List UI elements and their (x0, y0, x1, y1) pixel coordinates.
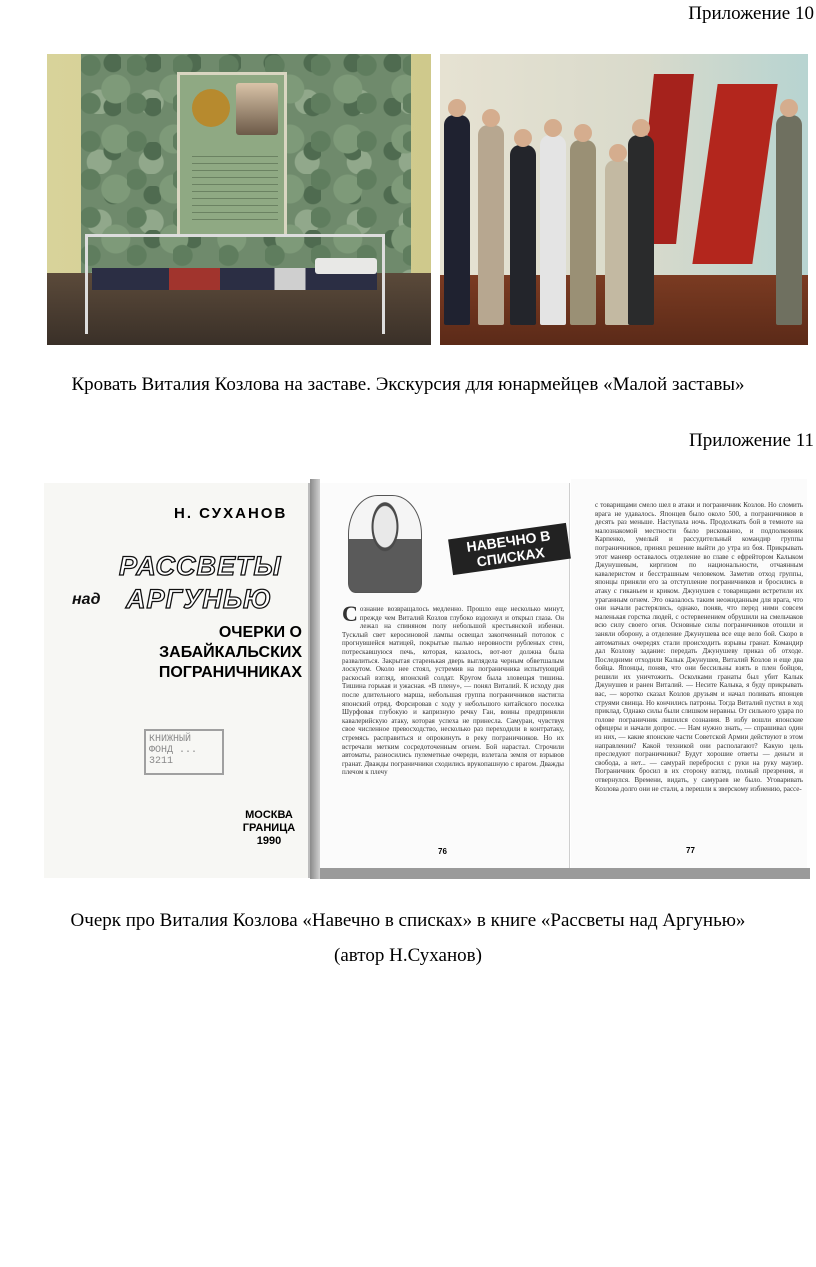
book-subtitle: ОЧЕРКИ О ЗАБАЙКАЛЬСКИХ ПОГРАНИЧНИКАХ (158, 624, 302, 681)
memorial-plaque (177, 72, 287, 237)
caption-bed-excursion: Кровать Виталия Козлова на заставе. Экскурсия для юнармейцев «Малой заставы» (71, 374, 745, 395)
bed-photo (47, 54, 431, 345)
page-right-text: с товарищами смело шел в атаки и пограничник Козлов. Но сломить врага не удавалось. Японцев было около 500, а пограничников в десять раз меньше. Наступала ночь. Продолжать бой в темноте на малознакомой местности было рискованно, и подполковник Карпенко, умелый и рассудительный командир группы пограничников, принял решение выйти до утра из боя. Прикрывать этот маневр оставалось отделение во главе с ефрейтором Калыком Джунушевым, киргизом по национальности, отчаянным кавалеристом и бесстрашным человеком. Заметив отход группы, японцы приняли его за отступление пограничников и бросились в атаку с гиканьем и криком. Джунушев с товарищами встретили их ураганным огнем. Это оказалось таким неожиданным для врага, что они начали растерялись, однако, поняв, что перед ними совсем маленькая горстка людей, с остервенением обрушили на смельчаков всю силу своего огня. Основные силы пограничников отошли и заняли оборону, а отделение Джунушева все еще вело бой. Скоро в автоматных очередях стали происходить взрывы гранат. Командир дал Козлову задание: передать Джунушеву приказ об отходе. Последними отходили Калык Джунушев, Виталий Козлов и еще два бойца. Японцы, поняв, что они бессильны взять в плен бойцов, решили их уничтожить. Осколками гранаты был убит Калык Джунушев и ранен Виталий. — Несите Калыка, я буду прикрывать вас, — коротко сказал Козлов друзьям и начал поливать японцев струями свинца. Но кончились патроны. Тогда Виталий пустил в ход приклад. Однако силы были слишком неравны. От сильного удара по голове пограничник лишился сознания. В избу вошли японские офицеры и начали допрос. — Нам нужно знать, — спрашивал один из них, — какие японские части Советской Армии действуют в этом направлении? Какой техникой они располагают? Какую цель преследуют пограничники? Будут хорошие ответы — деньги и свобода, а нет... — самурай перебросил с руки на руку маузер. Пограничник бросил в их сторону взгляд, полный презрения, и отвернулся. Времени, видать, у самураев не было. Уговаривать Козлова долго они не стали, а перешли к зверскому избиению, рассе- (595, 501, 803, 793)
page-number-right: 77 (686, 846, 695, 855)
book-page-right (571, 479, 807, 871)
library-stamp: КНИЖНЫЙ ФОНД ... 3211 (144, 729, 224, 775)
book-title-line-1: РАССВЕТЫ (119, 551, 282, 581)
book-author: Н. СУХАНОВ (174, 505, 288, 522)
appendix-10-label: Приложение 10 (688, 3, 814, 24)
book-title-line-2: АРГУНЬЮ (126, 584, 273, 614)
chapter-title: НАВЕЧНО В СПИСКАХ (448, 523, 571, 575)
book-publisher: МОСКВА ГРАНИЦА 1990 (242, 809, 296, 847)
appendix-11-label: Приложение 11 (688, 430, 814, 451)
caption-book-author: (автор Н.Суханов) (334, 945, 482, 966)
caption-book-essay: Очерк про Виталия Козлова «Навечно в списках» в книге «Рассветы над Аргунью» (70, 910, 746, 931)
portrait-drawing (348, 495, 422, 593)
page-number-left: 76 (438, 847, 447, 856)
book-cover (44, 483, 310, 878)
excursion-photo (440, 54, 808, 345)
book-page-left (320, 483, 570, 870)
page-left-text: ознание возвращалось медленно. Прошло еще несколько минут, прежде чем Виталий Козлов глубоко вздохнул и открыл глаза. Он лежал на спиняном полу небольшой крестьянской избенки. Тусклый свет керосиновой лампы освещал закопченный потолок с прогнувшейся матицей, покрытые пылью неровности рубленых стен, потрескавшуюся печь, которая, казалось, вот-вот должна была развалиться. Закрытая старенькая дверь выглядела черным обветшалым лоскутом. Около нее стоял, устремив на пограничника испытующий раскосый взгляд, японский солдат. Кругом была зловещая тишина. Тишина горькая и ужасная. «В плену», — понял Виталий. К исходу дня после длительного марша, небольшая группа пограничников настигла японский отряд. Форсировав с ходу у небольшого китайского поселка Шурфовая глубокую и капризную речку Ган, воины предприняли кавалерийскую атаку, которая успеха не принесла. Самураи, чувствуя свое численное превосходство, несколько раз переходили в контратаку, стремясь расправиться и опрокинуть в реку пограничников. Но их встречали метким сосредоточенным огнем. Бой нарастал. Строчили автоматы, разносились пулеметные очереди, взлетала земля от взрывов гранат. Дважды пограничники сходились врукопашную с врагом. Дважды плечом к плечу (342, 605, 564, 777)
page-left-body (342, 601, 564, 777)
book-scan (44, 479, 810, 879)
drop-cap: С (342, 601, 358, 626)
book-title-preposition: над (72, 591, 101, 608)
